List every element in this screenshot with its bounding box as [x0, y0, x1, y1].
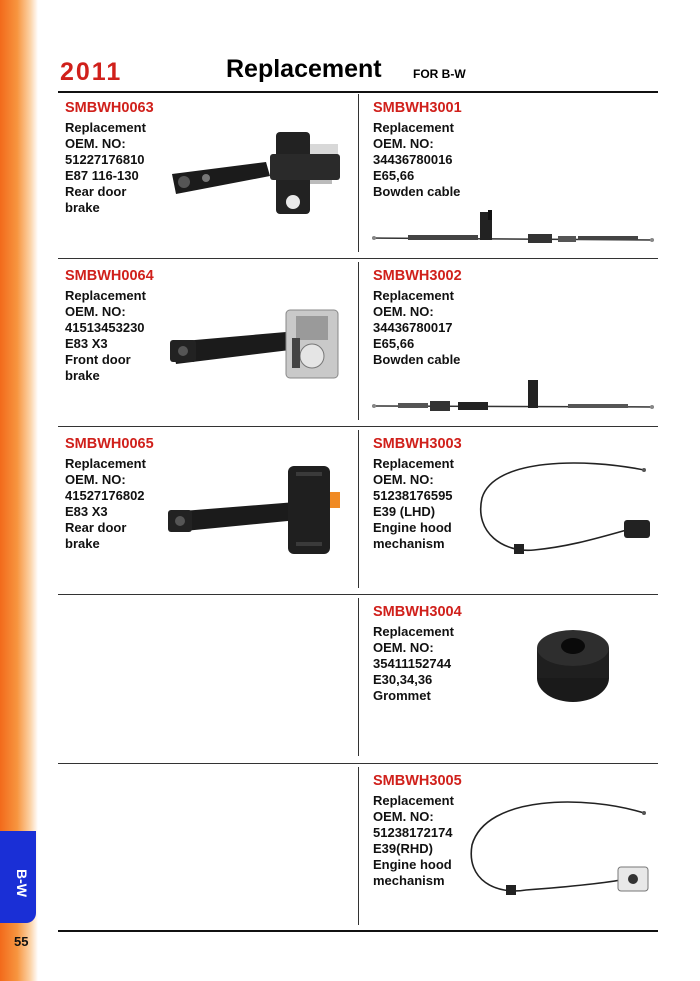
product-description: Replacement OEM. NO: 41527176802 E83 X3 Rear door brake [65, 456, 146, 551]
product-description: Replacement OEM. NO: 51238172174 E39(RHD) Engine hood mechanism [373, 793, 454, 888]
product-code: SMBWH3005 [373, 773, 462, 789]
column-divider [358, 598, 359, 756]
product-description: Replacement OEM. NO: 51227176810 E87 116-130 Rear door brake [65, 120, 146, 215]
column-divider [358, 767, 359, 925]
product-description: Replacement OEM. NO: 41513453230 E83 X3 Front door brake [65, 288, 146, 383]
door-check-strap-image [166, 462, 356, 557]
product-card [58, 430, 358, 596]
product-description: Replacement OEM. NO: 35411152744 E30,34,36 Grommet [373, 624, 454, 703]
product-card [366, 262, 666, 428]
catalog-year: 2011 [60, 58, 123, 86]
product-code: SMBWH0063 [65, 100, 154, 116]
column-divider [358, 94, 359, 252]
page-subtitle: FOR B-W [413, 67, 466, 81]
bowden-cable-image [368, 377, 658, 417]
product-card [366, 94, 666, 260]
product-card [58, 262, 358, 428]
product-code: SMBWH3003 [373, 436, 462, 452]
page-number: 55 [14, 934, 29, 949]
product-description: Replacement OEM. NO: 34436780016 E65,66 Bowden cable [373, 120, 461, 199]
product-code: SMBWH0065 [65, 436, 154, 452]
product-card [366, 598, 666, 764]
section-tab-label: B-W [14, 869, 30, 897]
empty-card [58, 767, 358, 933]
product-card [366, 430, 666, 596]
hood-release-cable-image [466, 795, 661, 905]
hood-release-cable-image [474, 458, 664, 563]
product-code: SMBWH0064 [65, 268, 154, 284]
column-divider [358, 430, 359, 588]
bowden-cable-image [368, 204, 658, 249]
page-title: Replacement [226, 55, 382, 83]
product-description: Replacement OEM. NO: 34436780017 E65,66 Bowden cable [373, 288, 461, 367]
door-check-strap-image [166, 124, 356, 219]
column-divider [358, 262, 359, 420]
product-card [58, 94, 358, 260]
product-code: SMBWH3001 [373, 100, 462, 116]
empty-card [58, 598, 358, 764]
product-code: SMBWH3002 [373, 268, 462, 284]
product-description: Replacement OEM. NO: 51238176595 E39 (LHD) Engine hood mechanism [373, 456, 454, 551]
header-divider [58, 91, 658, 93]
product-code: SMBWH3004 [373, 604, 462, 620]
product-card [366, 767, 666, 933]
door-check-strap-metal-image [166, 302, 356, 387]
rubber-grommet-image [532, 626, 614, 708]
